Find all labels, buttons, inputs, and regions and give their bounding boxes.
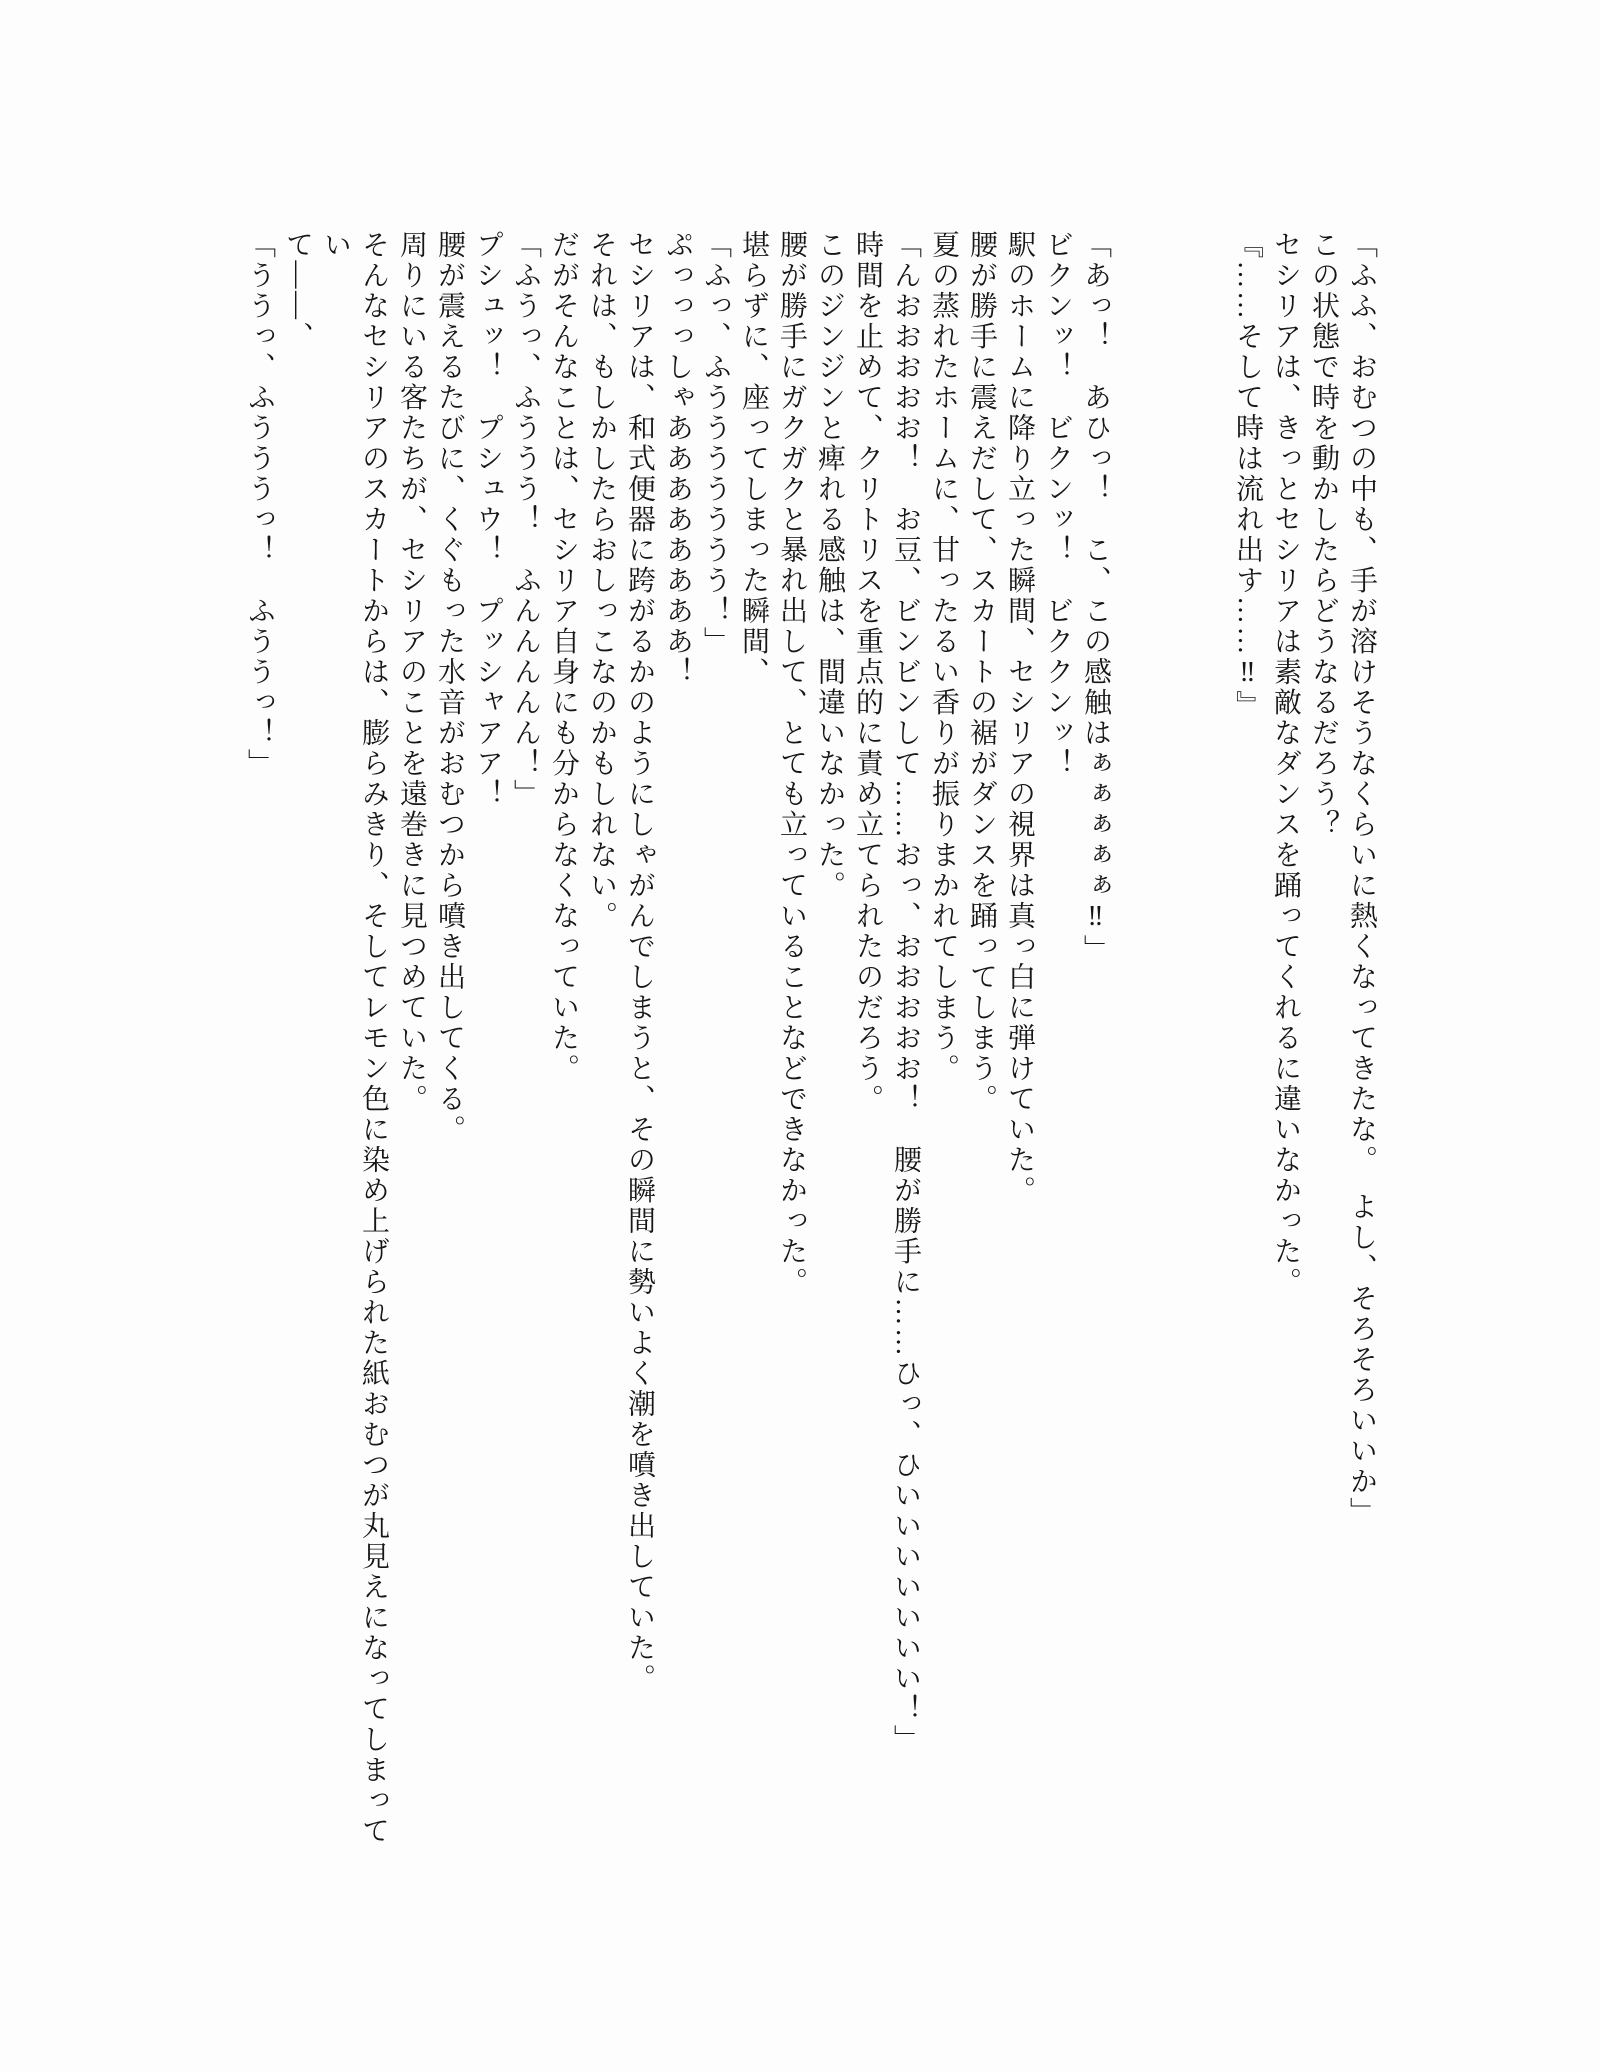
text-line: 『……そして時は流れ出す……‼』 xyxy=(1232,230,1263,721)
text-line: 周りにいる客たちが、セシリアのことを遠巻きに見つめていた。 xyxy=(396,230,427,1115)
text-line: ぷっっっしゃああああああああ！ xyxy=(662,230,693,688)
blank-line xyxy=(1190,230,1228,1870)
text-line: 「ふふ、おむつの中も、手が溶けそうなくらいに熱くなってきたな。 よし、そろそろいいか」 xyxy=(1346,230,1377,1528)
text-line: プシュッ！ プシュウ！ プッシャアア！ xyxy=(472,230,503,810)
text-line: 「ふうっ、ふううう！ ふんんんんん！」 xyxy=(510,230,541,810)
blank-line xyxy=(1152,230,1190,1870)
text-line: それは、もしかしたらおしっこなのかもしれない。 xyxy=(586,230,617,932)
text-line: 「ふっ、ふううううううう！」 xyxy=(700,230,731,657)
text-line: セシリアは、きっとセシリアは素敵なダンスを踊ってくれるに違いなかった。 xyxy=(1270,230,1301,1298)
text-line: 「んおおおおお！ お豆、ビンビンして……おっ、おおおおお！ 腰が勝手に……ひっ、ひいいいいいいい！」 xyxy=(890,230,921,1755)
text-line: 時間を止めて、クリトリスを重点的に責め立てられたのだろう。 xyxy=(852,230,883,1115)
novel-text-block xyxy=(240,230,1380,1870)
text-line: 腰が震えるたびに、くぐもった水音がおむつから噴き出してくる。 xyxy=(434,230,465,1145)
text-line: 夏の蒸れたホームに、甘ったるい香りが振りまかれてしまう。 xyxy=(928,230,959,1084)
blank-line xyxy=(1114,230,1152,1870)
text-line: 駅のホームに降り立った瞬間、セシリアの視界は真っ白に弾けていた。 xyxy=(1004,230,1035,1206)
text-line: ビクンッ！ ビクンッ！ ビククンッ！ xyxy=(1042,230,1073,779)
text-line: て――、 xyxy=(282,230,313,352)
text-line: 腰が勝手に震えだして、スカートの裾がダンスを踊ってしまう。 xyxy=(966,230,997,1115)
text-line: このジンジンと痺れる感触は、間違いなかった。 xyxy=(814,230,845,901)
text-line: だがそんなことは、セシリア自身にも分からなくなっていた。 xyxy=(548,230,579,1084)
text-line: 「あっ！ あひっ！ こ、この感触はぁぁぁぁぁ‼」 xyxy=(1080,230,1111,965)
text-line: 「ううっ、ふうううっ！ ふううっ！」 xyxy=(244,230,275,779)
text-line: 腰が勝手にガクガクと暴れ出して、とても立っていることなどできなかった。 xyxy=(776,230,807,1298)
text-line: この状態で時を動かしたらどうなるだろう？ xyxy=(1308,230,1339,840)
text-line: セシリアは、和式便器に跨がるかのようにしゃがんでしまうと、その瞬間に勢いよく潮を噴き出していた。 xyxy=(624,230,655,1694)
text-line: 堪らずに、座ってしまった瞬間、 xyxy=(738,230,769,688)
text-line: そんなセシリアのスカートからは、膨らみきり、そしてレモン色に染め上げられた紙おむつが丸見えになってしまってい xyxy=(320,230,389,1847)
